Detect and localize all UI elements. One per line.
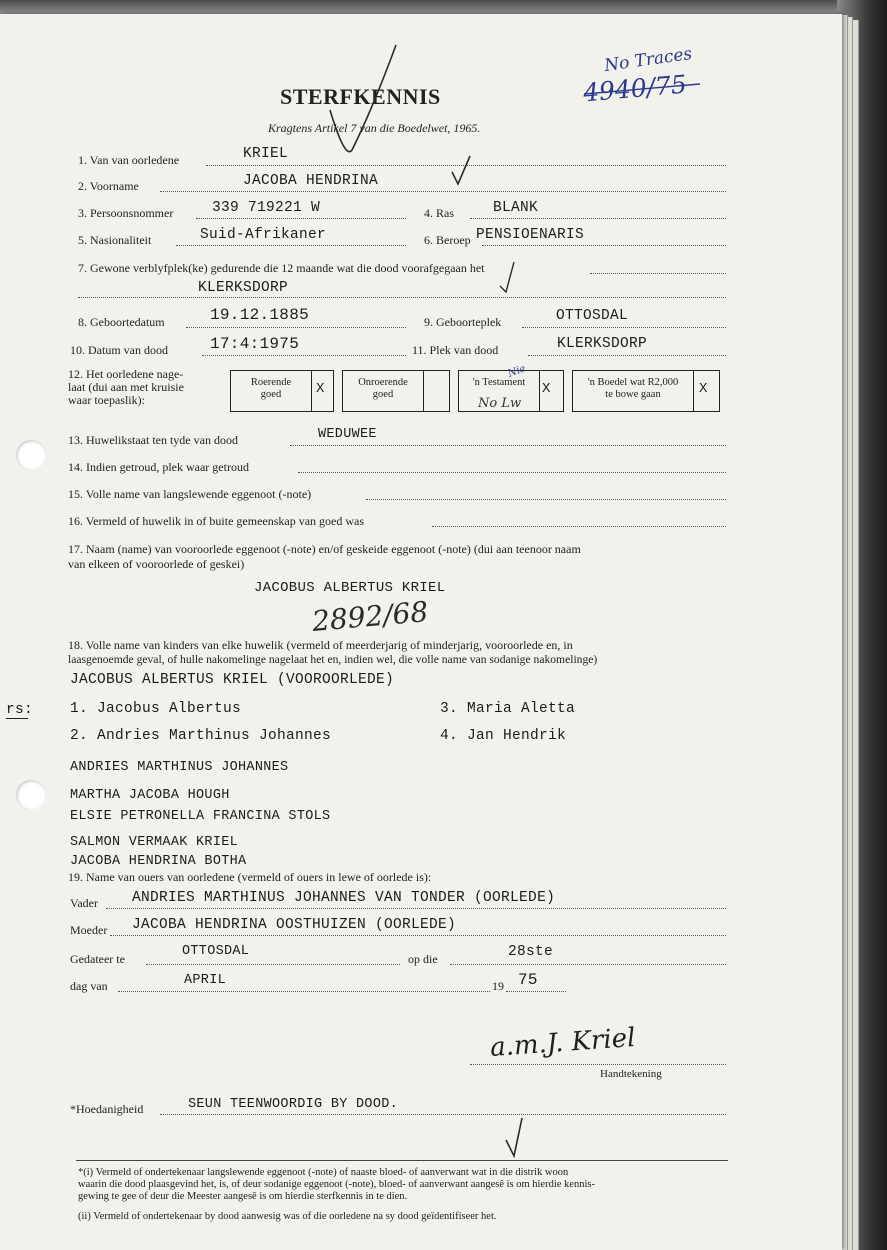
field-6-value: PENSIOENARIS xyxy=(476,227,585,243)
field-3-label: 3. Persoonsnommer xyxy=(78,206,174,220)
field-8-value: 19.12.1885 xyxy=(210,306,310,324)
field-18-label-2: laasgenoemde geval, of hulle nakomelinge nagelaat het en, indien wel, die volle name van sodanige nakomelinge) xyxy=(68,653,598,666)
field-17-label-2: van elkeen of vooroorlede of geskei) xyxy=(68,557,245,571)
dated-day-value: 28ste xyxy=(508,944,554,960)
field-2-label: 2. Voorname xyxy=(78,179,139,193)
field-8-label: 8. Geboortedatum xyxy=(78,315,165,329)
handwritten-file-ref: 2892/68 xyxy=(310,594,430,639)
field-10-label: 10. Datum van dood xyxy=(70,343,168,357)
box-1-label-1: Roerende xyxy=(250,377,292,388)
field-19-label: 19. Name van ouers van oorledene (vermeld of ouers in lewe of oorlede is): xyxy=(68,870,432,884)
field-12-label-1: 12. Het oorledene nage- xyxy=(68,367,184,381)
children-line-2: 1. Jacobus Albertus xyxy=(70,701,242,717)
field-18-label-1: 18. Volle name van kinders van elke huwelik (vermeld of meerderjarig of minderjarig, vooroorlede en, in xyxy=(68,638,573,652)
field-2-value: JACOBA HENDRINA xyxy=(243,173,379,189)
field-5-label: 5. Nasionaliteit xyxy=(78,233,152,247)
field-10-value: 17:4:1975 xyxy=(210,335,300,353)
field-17-label-1: 17. Naam (name) van vooroorlede eggenoot (-note) en/of geskeide eggenoot (-note) (dui aan teenoor naam xyxy=(68,542,581,556)
signature-label: Handtekening xyxy=(600,1068,662,1080)
field-11-value: KLERKSDORP xyxy=(557,336,648,352)
form-subtitle: Kragtens Artikel 7 van die Boedelwet, 1965. xyxy=(268,121,481,135)
handwritten-underline xyxy=(584,84,700,94)
field-14-label: 14. Indien getroud, plek waar getroud xyxy=(68,460,249,474)
children-line-6: ANDRIES MARTHINUS JOHANNES xyxy=(70,760,289,775)
dated-year-prefix: 19 xyxy=(492,979,504,993)
mother-label: Moeder xyxy=(70,923,108,937)
children-line-1: JACOBUS ALBERTUS KRIEL (VOOROORLEDE) xyxy=(70,672,395,688)
footnote-i-line-3: gewing te gee of deur die Meester aangesê is om hierdie sterfkennis in te dien. xyxy=(78,1191,408,1202)
children-line-4: 2. Andries Marthinus Johannes xyxy=(70,728,332,744)
box-4-label-2: te bowe gaan xyxy=(605,389,661,400)
dated-on-label: op die xyxy=(408,952,438,966)
field-1-value: KRIEL xyxy=(243,146,289,162)
children-line-10: JACOBA HENDRINA BOTHA xyxy=(70,854,247,869)
father-value: ANDRIES MARTHINUS JOHANNES VAN TONDER (OORLEDE) xyxy=(132,890,556,906)
dated-month-value: APRIL xyxy=(184,973,227,988)
box-2-label-1: Onroerende xyxy=(358,377,408,388)
box-3-handwritten-1: Nie xyxy=(506,363,528,380)
children-line-5: 4. Jan Hendrik xyxy=(440,728,567,744)
margin-text: rs: xyxy=(6,702,34,718)
footnote-i-line-1: *(i) Vermeld of ondertekenaar langslewende eggenoot (-note) of naaste bloed- of aanverwant wat in die distrik woon xyxy=(78,1167,569,1178)
footnote-ii: (ii) Vermeld of ondertekenaar by dood aanwesig was of die oorledene na sy dood geïdentifiseer het. xyxy=(78,1211,497,1222)
box-1-label-2: goed xyxy=(260,389,282,400)
dated-at-label: Gedateer te xyxy=(70,952,125,966)
signature-scrawl: a.m.J. Kriel xyxy=(489,1022,637,1064)
capacity-value: SEUN TEENWOORDIG BY DOOD. xyxy=(188,1097,399,1112)
field-1-label: 1. Van van oorledene xyxy=(78,153,180,167)
father-label: Vader xyxy=(70,896,98,910)
box-3-label-1: 'n Testament xyxy=(472,377,526,388)
children-line-9: SALMON VERMAAK KRIEL xyxy=(70,835,239,850)
box-4-mark: X xyxy=(699,381,708,397)
field-12-label-2: laat (dui aan met kruisie xyxy=(68,380,184,394)
field-7-value: KLERKSDORP xyxy=(198,280,289,296)
mother-value: JACOBA HENDRINA OOSTHUIZEN (OORLEDE) xyxy=(132,917,457,933)
field-9-value: OTTOSDAL xyxy=(556,308,629,324)
field-5-value: Suid-Afrikaner xyxy=(200,227,327,243)
field-3-value: 339 719221 W xyxy=(212,200,321,216)
children-line-3: 3. Maria Aletta xyxy=(440,701,576,717)
box-3-handwritten-2: No Lw xyxy=(478,396,522,411)
field-17-value: JACOBUS ALBERTUS KRIEL xyxy=(254,580,446,596)
box-1-mark: X xyxy=(316,381,325,397)
form-title: STERFKENNIS xyxy=(280,84,441,109)
dated-month-label: dag van xyxy=(70,979,108,993)
field-9-label: 9. Geboorteplek xyxy=(424,315,502,329)
footnote-i-line-2: waarin die dood plaasgevind het, is, of deur sodanige eggenoot (-note), bloed- of aanverwant aangesê is om hierdie kennis- xyxy=(78,1179,595,1190)
handwritten-note: No Traces xyxy=(603,43,694,77)
field-16-label: 16. Vermeld of huwelik in of buite gemeenskap van goed was xyxy=(68,514,365,528)
box-4-label-1: 'n Boedel wat R2,000 xyxy=(587,377,679,388)
field-13-value: WEDUWEE xyxy=(318,427,377,442)
capacity-label: *Hoedanigheid xyxy=(70,1102,144,1116)
children-line-8: ELSIE PETRONELLA FRANCINA STOLS xyxy=(70,809,331,824)
dated-at-value: OTTOSDAL xyxy=(182,944,250,959)
capacity-tick-mark xyxy=(506,1118,522,1156)
box-3-mark: X xyxy=(542,381,551,397)
field-12-label-3: waar toepaslik): xyxy=(68,393,145,407)
box-2-label-2: goed xyxy=(372,389,394,400)
field-13-label: 13. Huwelikstaat ten tyde van dood xyxy=(68,433,238,447)
title-tick-mark xyxy=(330,45,396,152)
field-4-value: BLANK xyxy=(493,200,539,216)
field-7-label: 7. Gewone verblyfplek(ke) gedurende die 12 maande wat die dood voorafgegaan het xyxy=(78,261,485,275)
field-4-label: 4. Ras xyxy=(424,206,454,220)
children-line-7: MARTHA JACOBA HOUGH xyxy=(70,788,230,803)
field-15-label: 15. Volle name van langslewende eggenoot (-note) xyxy=(68,487,312,501)
handwritten-number: 4940/75 xyxy=(581,69,688,108)
name-tick-mark xyxy=(452,156,470,184)
residence-tick-mark xyxy=(500,262,514,292)
dated-year-value: 75 xyxy=(518,971,538,989)
field-11-label: 11. Plek van dood xyxy=(412,343,499,357)
field-6-label: 6. Beroep xyxy=(424,233,471,247)
